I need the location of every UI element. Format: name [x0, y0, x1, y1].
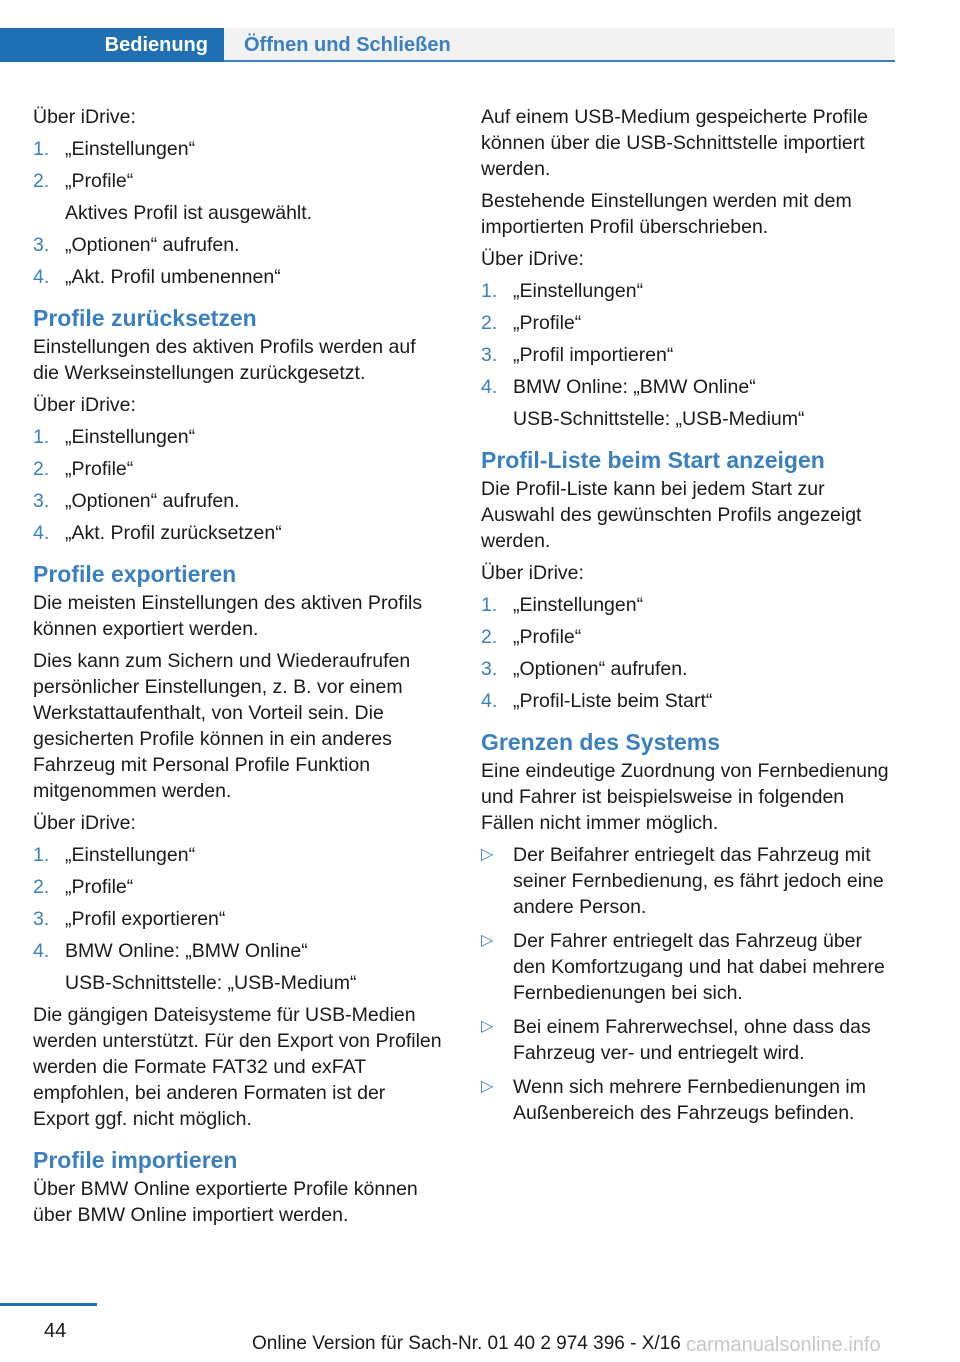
step-item	[33, 264, 445, 290]
bullet-text: Der Beifahrer entriegelt das Fahrzeug mit seiner Fernbedienung, es fährt jedoch eine andere Person.	[513, 844, 884, 918]
import-steps	[481, 278, 893, 432]
step-text: „Akt. Profil zurücksetzen“	[65, 522, 282, 544]
step-item	[481, 374, 893, 432]
step-number: 3.	[33, 490, 50, 512]
step-number: 2.	[33, 876, 50, 898]
triangle-bullet-icon: ▷	[481, 932, 494, 949]
step-text: „Einstellungen“	[513, 280, 644, 302]
step-item	[33, 874, 445, 900]
step-item	[481, 592, 893, 618]
left-column	[33, 104, 445, 1234]
online-version-note: Online Version für Sach-Nr. 01 40 2 974 396 - X/16	[252, 1333, 681, 1354]
step-text: „Optionen“ aufrufen.	[513, 658, 688, 680]
start-intro: Über iDrive:	[481, 562, 584, 584]
step-number: 1.	[33, 138, 50, 160]
bullet-text: Bei einem Fahrerwechsel, ohne dass das Fahrzeug ver- und entriegelt wird.	[513, 1016, 871, 1064]
step-item	[33, 906, 445, 932]
step-item	[33, 488, 445, 514]
step-item	[33, 456, 445, 482]
step-item	[33, 842, 445, 868]
step-text: „Optionen“ aufrufen.	[65, 490, 240, 512]
import-heading: Profile importieren	[33, 1147, 238, 1173]
bullet-text: Der Fahrer entriegelt das Fahrzeug über den Komfortzugang und hat dabei mehrere Fernbedienungen bei sich.	[513, 930, 885, 1004]
step-subtext: Aktives Profil ist ausgewählt.	[65, 202, 313, 224]
export-heading: Profile exportieren	[33, 561, 237, 587]
step-text: „Profile“	[513, 626, 582, 648]
step-text: „Profil-Liste beim Start“	[513, 690, 713, 712]
step-text: „Einstellungen“	[65, 138, 196, 160]
step-text: „Profile“	[65, 876, 134, 898]
page-number: 44	[44, 1320, 67, 1342]
footer-rule	[0, 1303, 97, 1306]
bullet-item	[481, 842, 893, 920]
step-text: „Profile“	[65, 170, 134, 192]
step-item	[33, 168, 445, 226]
export-steps	[33, 842, 445, 996]
step-item	[481, 624, 893, 650]
triangle-bullet-icon: ▷	[481, 1018, 494, 1035]
step-number: 4.	[481, 690, 498, 712]
step-number: 2.	[33, 458, 50, 480]
bullet-item	[481, 1074, 893, 1126]
step-item	[33, 938, 445, 996]
export-text-1: Die meisten Einstellungen des aktiven Profils können exportiert werden.	[33, 592, 423, 640]
bullet-item	[481, 1014, 893, 1066]
watermark: carmanualsonline.info	[686, 1334, 881, 1356]
page-header	[0, 28, 895, 62]
step-item	[33, 136, 445, 162]
start-heading: Profil-Liste beim Start anzeigen	[481, 447, 825, 473]
header-tab-bedienung: Bedienung	[0, 28, 224, 62]
step-number: 4.	[33, 522, 50, 544]
step-subtext: USB-Schnittstelle: „USB-Medium“	[513, 408, 805, 430]
reset-steps	[33, 424, 445, 546]
export-intro: Über iDrive:	[33, 812, 136, 834]
step-number: 2.	[481, 312, 498, 334]
import-text-3: Bestehende Einstellungen werden mit dem importierten Profil überschrieben.	[481, 190, 852, 238]
reset-text: Einstellungen des aktiven Profils werden auf die Werkseinstellungen zurückgesetzt.	[33, 336, 416, 384]
step-number: 2.	[481, 626, 498, 648]
step-text: „Profil exportieren“	[65, 908, 226, 930]
export-text-3: Die gängigen Dateisysteme für USB-Medien werden unterstützt. Für den Export von Profilen werden die Formate FAT32 und exFAT empfohlen, bei anderen Formaten ist der Export ggf. nicht möglich.	[33, 1004, 442, 1130]
rename-steps	[33, 136, 445, 290]
step-number: 1.	[33, 844, 50, 866]
intro-text: Über iDrive:	[33, 106, 136, 128]
step-item	[481, 656, 893, 682]
limits-list	[481, 842, 893, 1126]
step-text: BMW Online: „BMW Online“	[513, 376, 756, 398]
bullet-item	[481, 928, 893, 1006]
reset-heading: Profile zurücksetzen	[33, 305, 257, 331]
step-item	[33, 232, 445, 258]
step-number: 1.	[481, 594, 498, 616]
step-number: 3.	[33, 908, 50, 930]
limits-text: Eine eindeutige Zuordnung von Fernbedienung und Fahrer ist beispielsweise in folgenden Fällen nicht immer möglich.	[481, 760, 889, 834]
step-item	[481, 310, 893, 336]
step-text: „Einstellungen“	[513, 594, 644, 616]
step-number: 4.	[481, 376, 498, 398]
bullet-text: Wenn sich mehrere Fernbedienungen im Außenbereich des Fahrzeugs befinden.	[513, 1076, 866, 1124]
triangle-bullet-icon: ▷	[481, 846, 494, 863]
step-text: „Einstellungen“	[65, 426, 196, 448]
step-text: „Profile“	[513, 312, 582, 334]
triangle-bullet-icon: ▷	[481, 1078, 494, 1095]
export-text-2: Dies kann zum Sichern und Wiederaufrufen persönlicher Einstellungen, z. B. vor einem Werkstattaufenthalt, von Vorteil sein. Die gesicherten Profile können in ein anderes Fahrzeug mit Personal Profile Funktion mitgenommen werden.	[33, 650, 411, 802]
reset-intro: Über iDrive:	[33, 394, 136, 416]
step-subtext: USB-Schnittstelle: „USB-Medium“	[65, 972, 357, 994]
step-number: 4.	[33, 266, 50, 288]
step-item	[481, 688, 893, 714]
step-text: „Optionen“ aufrufen.	[65, 234, 240, 256]
import-text-2: Auf einem USB-Medium gespeicherte Profile können über die USB-Schnittstelle importiert werden.	[481, 106, 868, 180]
import-intro: Über iDrive:	[481, 248, 584, 270]
import-text: Über BMW Online exportierte Profile können über BMW Online importiert werden.	[33, 1178, 418, 1226]
step-item	[481, 278, 893, 304]
step-number: 1.	[33, 426, 50, 448]
start-steps	[481, 592, 893, 714]
step-item	[33, 520, 445, 546]
step-text: BMW Online: „BMW Online“	[65, 940, 308, 962]
step-item	[33, 424, 445, 450]
step-number: 2.	[33, 170, 50, 192]
step-number: 3.	[481, 658, 498, 680]
step-text: „Profile“	[65, 458, 134, 480]
step-item	[481, 342, 893, 368]
step-number: 3.	[33, 234, 50, 256]
start-text: Die Profil-Liste kann bei jedem Start zur Auswahl des gewünschten Profils angezeigt werden.	[481, 478, 862, 552]
header-rule	[224, 60, 895, 62]
step-text: „Einstellungen“	[65, 844, 196, 866]
limits-heading: Grenzen des Systems	[481, 729, 721, 755]
step-number: 3.	[481, 344, 498, 366]
right-column	[481, 104, 893, 1134]
step-text: „Akt. Profil umbenennen“	[65, 266, 281, 288]
step-text: „Profil importieren“	[513, 344, 674, 366]
header-tab-oeffnen: Öffnen und Schließen	[224, 28, 895, 62]
step-number: 4.	[33, 940, 50, 962]
step-number: 1.	[481, 280, 498, 302]
